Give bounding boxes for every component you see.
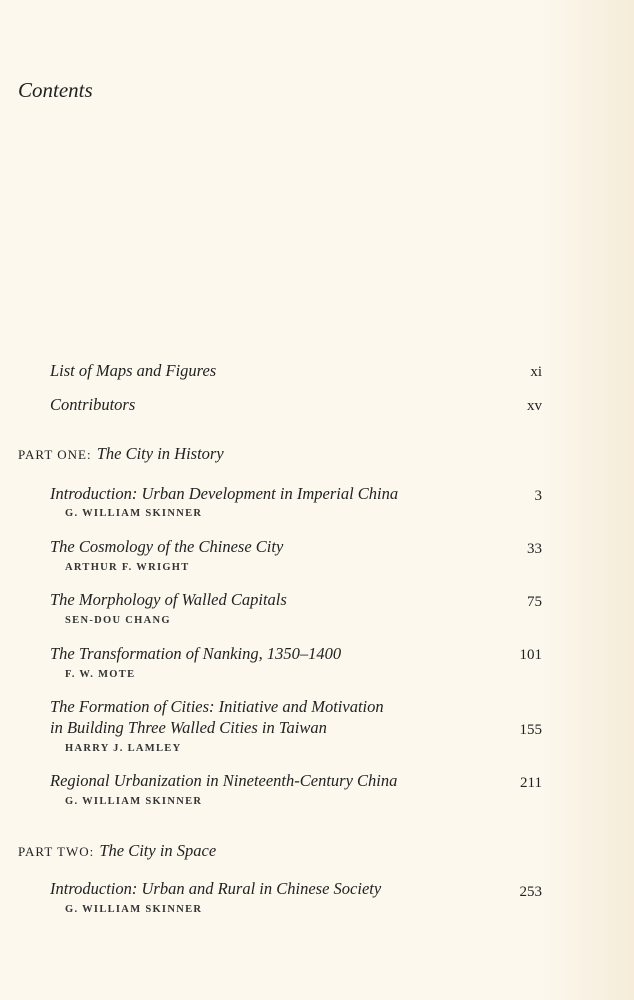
chapter-title: The Transformation of Nanking, 1350–1400: [50, 644, 342, 663]
part-title: The City in Space: [99, 841, 217, 860]
toc-entry-title: Contributors: [50, 395, 136, 414]
chapter-page-number: 3: [534, 488, 542, 504]
toc-entry-title: List of Maps and Figures: [50, 361, 217, 380]
chapter-title: Introduction: Urban Development in Imperial China: [50, 484, 399, 503]
chapter-author: G. WILLIAM SKINNER: [65, 508, 203, 519]
toc-page-number: xv: [527, 398, 542, 414]
chapter-title-line-1: The Formation of Cities: Initiative and Motivation: [50, 697, 384, 716]
part-heading: [18, 841, 216, 861]
page-title: Contents: [18, 78, 93, 102]
part-heading: [18, 444, 224, 464]
part-title: The City in History: [96, 444, 224, 463]
chapter-title: Introduction: Urban and Rural in Chinese Society: [50, 879, 382, 898]
chapter-author: G. WILLIAM SKINNER: [65, 796, 203, 807]
part-label: PART ONE:: [18, 447, 92, 462]
chapter-title: The Morphology of Walled Capitals: [50, 590, 287, 609]
part-label: PART TWO:: [18, 844, 95, 859]
chapter-page-number: 155: [519, 722, 542, 738]
chapter-title: Regional Urbanization in Nineteenth-Century China: [50, 771, 398, 790]
chapter-page-number: 33: [527, 541, 542, 557]
chapter-author: HARRY J. LAMLEY: [65, 743, 182, 754]
chapter-author: F. W. MOTE: [65, 669, 136, 680]
toc-page-number: xi: [530, 364, 542, 380]
chapter-author: G. WILLIAM SKINNER: [65, 904, 203, 915]
chapter-author: SEN-DOU CHANG: [65, 615, 171, 626]
chapter-page-number: 211: [520, 775, 542, 791]
chapter-page-number: 253: [519, 884, 542, 900]
chapter-title-line-2: in Building Three Walled Cities in Taiwan: [50, 718, 327, 737]
chapter-title: The Cosmology of the Chinese City: [50, 537, 284, 556]
chapter-page-number: 75: [527, 594, 542, 610]
chapter-author: ARTHUR F. WRIGHT: [65, 562, 190, 573]
chapter-page-number: 101: [519, 647, 542, 663]
